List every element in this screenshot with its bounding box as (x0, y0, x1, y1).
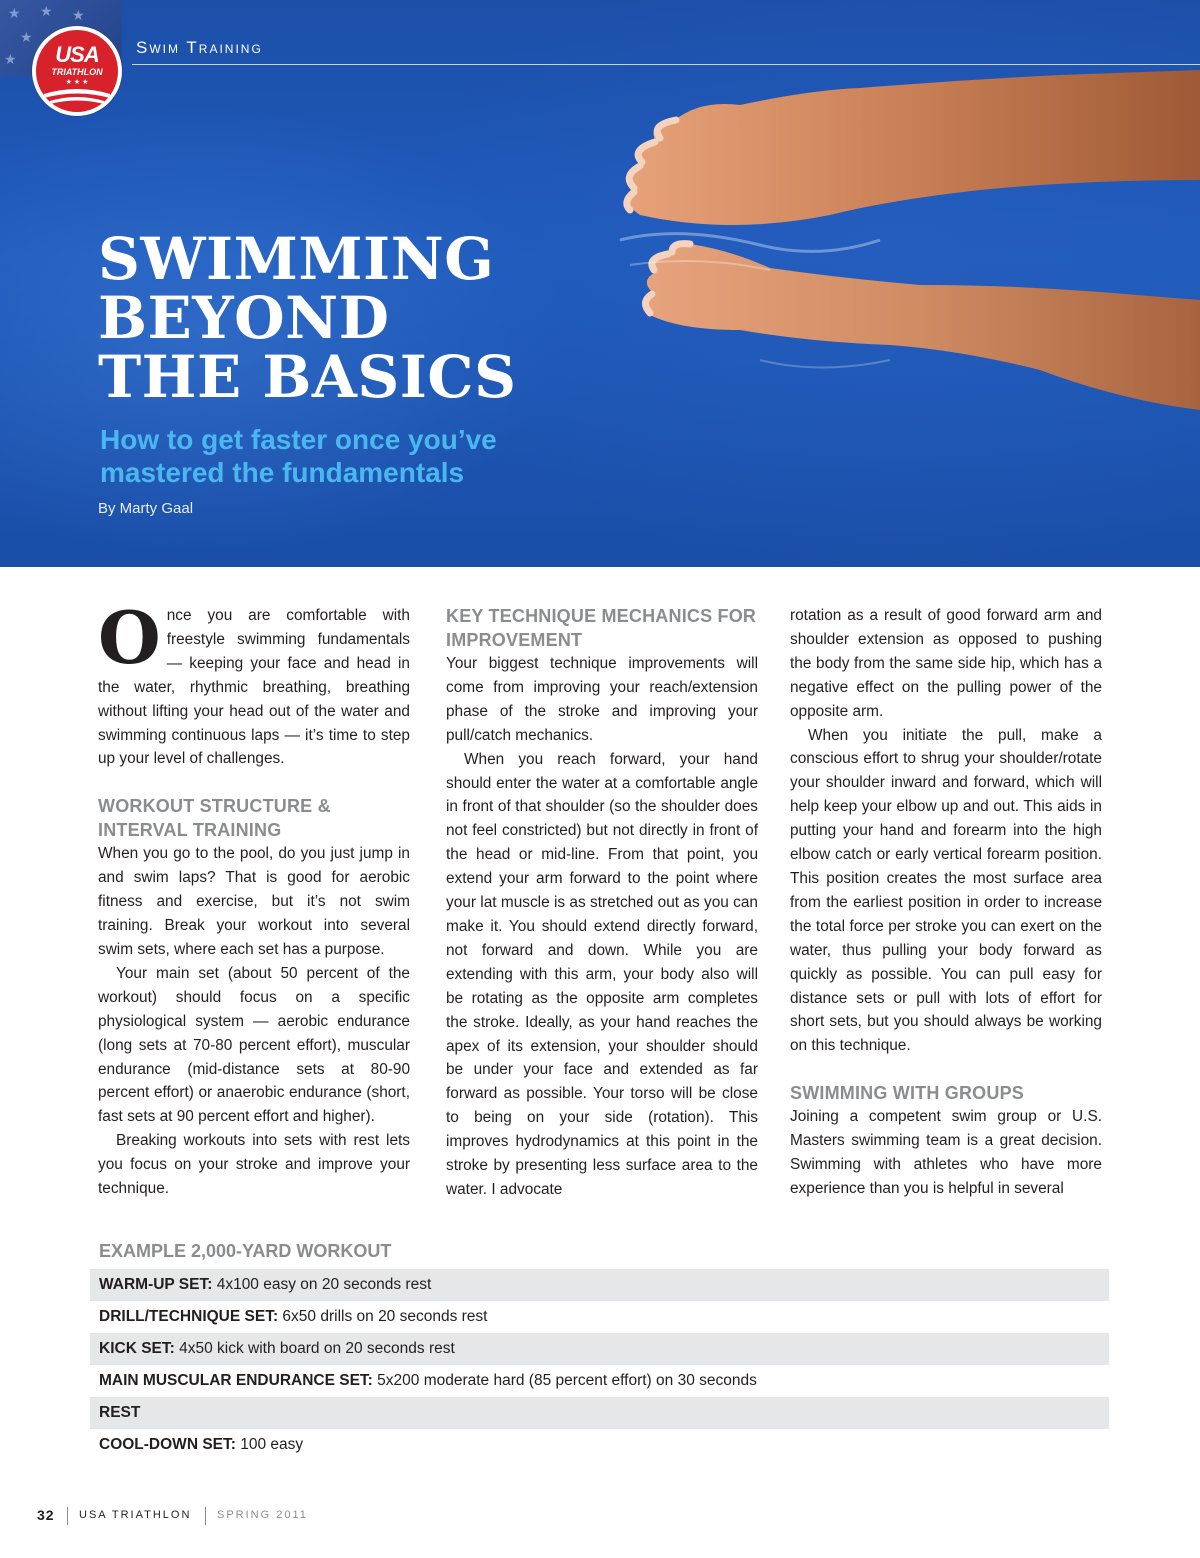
paragraph: Your biggest technique improvements will come from improving your reach/extension phase of the stroke and improving your pull/catch mechanics. (446, 655, 758, 744)
workout-row (90, 1333, 1109, 1365)
workout-table (90, 1269, 1109, 1461)
title-line-1: SWIMMING (98, 225, 495, 293)
workout-row (90, 1397, 1109, 1429)
paragraph: Joining a competent swim group or U.S. Masters swimming team is a great decision. Swimming with athletes who have more experience than you is helpful in several (790, 1108, 1102, 1197)
workout-row-text: 4x50 kick with board on 20 seconds rest (174, 1340, 455, 1357)
workout-row (90, 1365, 1109, 1397)
dropcap-letter: O (98, 595, 161, 680)
intro-paragraph (98, 595, 410, 771)
footer-divider (205, 1507, 206, 1525)
intro-text: nce you are comfortable with freestyle swimming fundamentals — keeping your face and head in the water, rhythmic breathing, breathing without lifting your head out of the water and swimming continuous laps — it’s time to step up your level of challenges. (98, 607, 410, 768)
paragraph: rotation as a result of good forward arm and shoulder extension as opposed to pushing the body from the same side hip, which has a negative effect on the pulling power of the opposite arm. (790, 607, 1102, 720)
workout-row-label: WARM-UP SET: (99, 1276, 213, 1293)
workout-row-text: 6x50 drills on 20 seconds rest (278, 1308, 488, 1325)
workout-row-text: 100 easy (235, 1436, 304, 1453)
logo-usa-text: USA (55, 42, 99, 67)
workout-title: EXAMPLE 2,000-YARD WORKOUT (99, 1241, 392, 1261)
workout-row-label: REST (99, 1404, 141, 1421)
title-line-3: THE BASICS (98, 343, 517, 411)
page-number: 32 (37, 1507, 55, 1523)
article-column-1 (98, 595, 410, 1201)
workout-row-label: DRILL/TECHNIQUE SET: (99, 1308, 279, 1325)
workout-row-text: 5x200 moderate hard (85 percent effort) on 30 seconds (372, 1372, 757, 1389)
workout-row-label: KICK SET: (99, 1340, 175, 1357)
title-line-2: BEYOND (98, 284, 390, 352)
section-label: Swim Training (136, 38, 263, 57)
logo-stars-icon: ★ ★ ★ (65, 79, 89, 86)
paragraph: When you reach forward, your hand should enter the water at a comfortable angle in front of that shoulder (so the shoulder does not feel constricted) but not directly in front of the head or mid-line. From that point, you extend your arm forward to the point where your lat muscle is as stretched out as you can make it. You should extend directly forward, not forward and down. While you are extending with this arm, your body also will be rotating as the opposite arm completes the stroke. Ideally, as your hand reaches the apex of its extension, your shoulder should be under your face and extended as far forward as possible. Your torso will be close to being on your side (rotation). This improves hydrodynamics at this point in the stroke by presenting less surface area to the water. I advocate (446, 750, 758, 1198)
swimmer-hands-photo (560, 30, 1200, 450)
workout-row-text: 4x100 easy on 20 seconds rest (212, 1276, 432, 1293)
workout-row-label: MAIN MUSCULAR ENDURANCE SET: (99, 1372, 373, 1389)
paragraph: When you go to the pool, do you just jump in and swim laps? That is good for aerobic fitness and exercise, but it’s not swim training. Break your workout into several swim sets, where each set has a purpose. (98, 845, 410, 958)
article-byline: By Marty Gaal (98, 500, 194, 517)
article-column-3 (790, 604, 1102, 1201)
workout-row (90, 1429, 1109, 1461)
heading-key-technique: KEY TECHNIQUE MECHANICS FOR IMPROVEMENT (446, 606, 757, 650)
workout-row (90, 1301, 1109, 1333)
logo-swoosh-icon (36, 82, 118, 112)
article-column-2 (446, 604, 758, 1202)
paragraph: Your main set (about 50 percent of the workout) should focus on a specific physiological system — aerobic endurance (long sets at 70-80 percent effort), muscular endurance (mid-distance sets at 80-90 percent effort) or anaerobic endurance (short, fast sets at 90 percent effort and higher). (98, 964, 410, 1126)
paragraph: When you initiate the pull, make a conscious effort to shrug your shoulder/rotate your shoulder inward and forward, which will help keep your elbow up and out. This aids in putting your hand and forearm into the high elbow catch or early vertical forearm position. This position creates the most surface area from the earliest position in order to increase the total force per stroke you can exert on the water, thus pulling your body forward as quickly as possible. You can pull easy for distance sets or pull with lots of effort for short sets, but you should always be working on this technique. (790, 726, 1102, 1055)
footer-divider (67, 1507, 68, 1525)
workout-row-label: COOL-DOWN SET: (99, 1436, 236, 1453)
usa-triathlon-logo (32, 26, 122, 116)
article-title (98, 225, 517, 411)
article-subtitle: How to get faster once you’ve mastered the fundamentals (100, 424, 497, 488)
magazine-name: USA TRIATHLON (79, 1509, 192, 1521)
paragraph: Breaking workouts into sets with rest lets you focus on your stroke and improve your technique. (98, 1132, 410, 1198)
issue-label: SPRING 2011 (217, 1509, 308, 1521)
heading-workout-structure: WORKOUT STRUCTURE & INTERVAL TRAINING (98, 796, 331, 841)
heading-swimming-groups: SWIMMING WITH GROUPS (790, 1083, 1024, 1104)
workout-row (90, 1269, 1109, 1301)
flag-stars-decoration: ★ ★ ★ ★ ★ (0, 0, 122, 76)
logo-triathlon-text: TRIATHLON (51, 67, 103, 77)
hero-banner (0, 0, 1200, 567)
